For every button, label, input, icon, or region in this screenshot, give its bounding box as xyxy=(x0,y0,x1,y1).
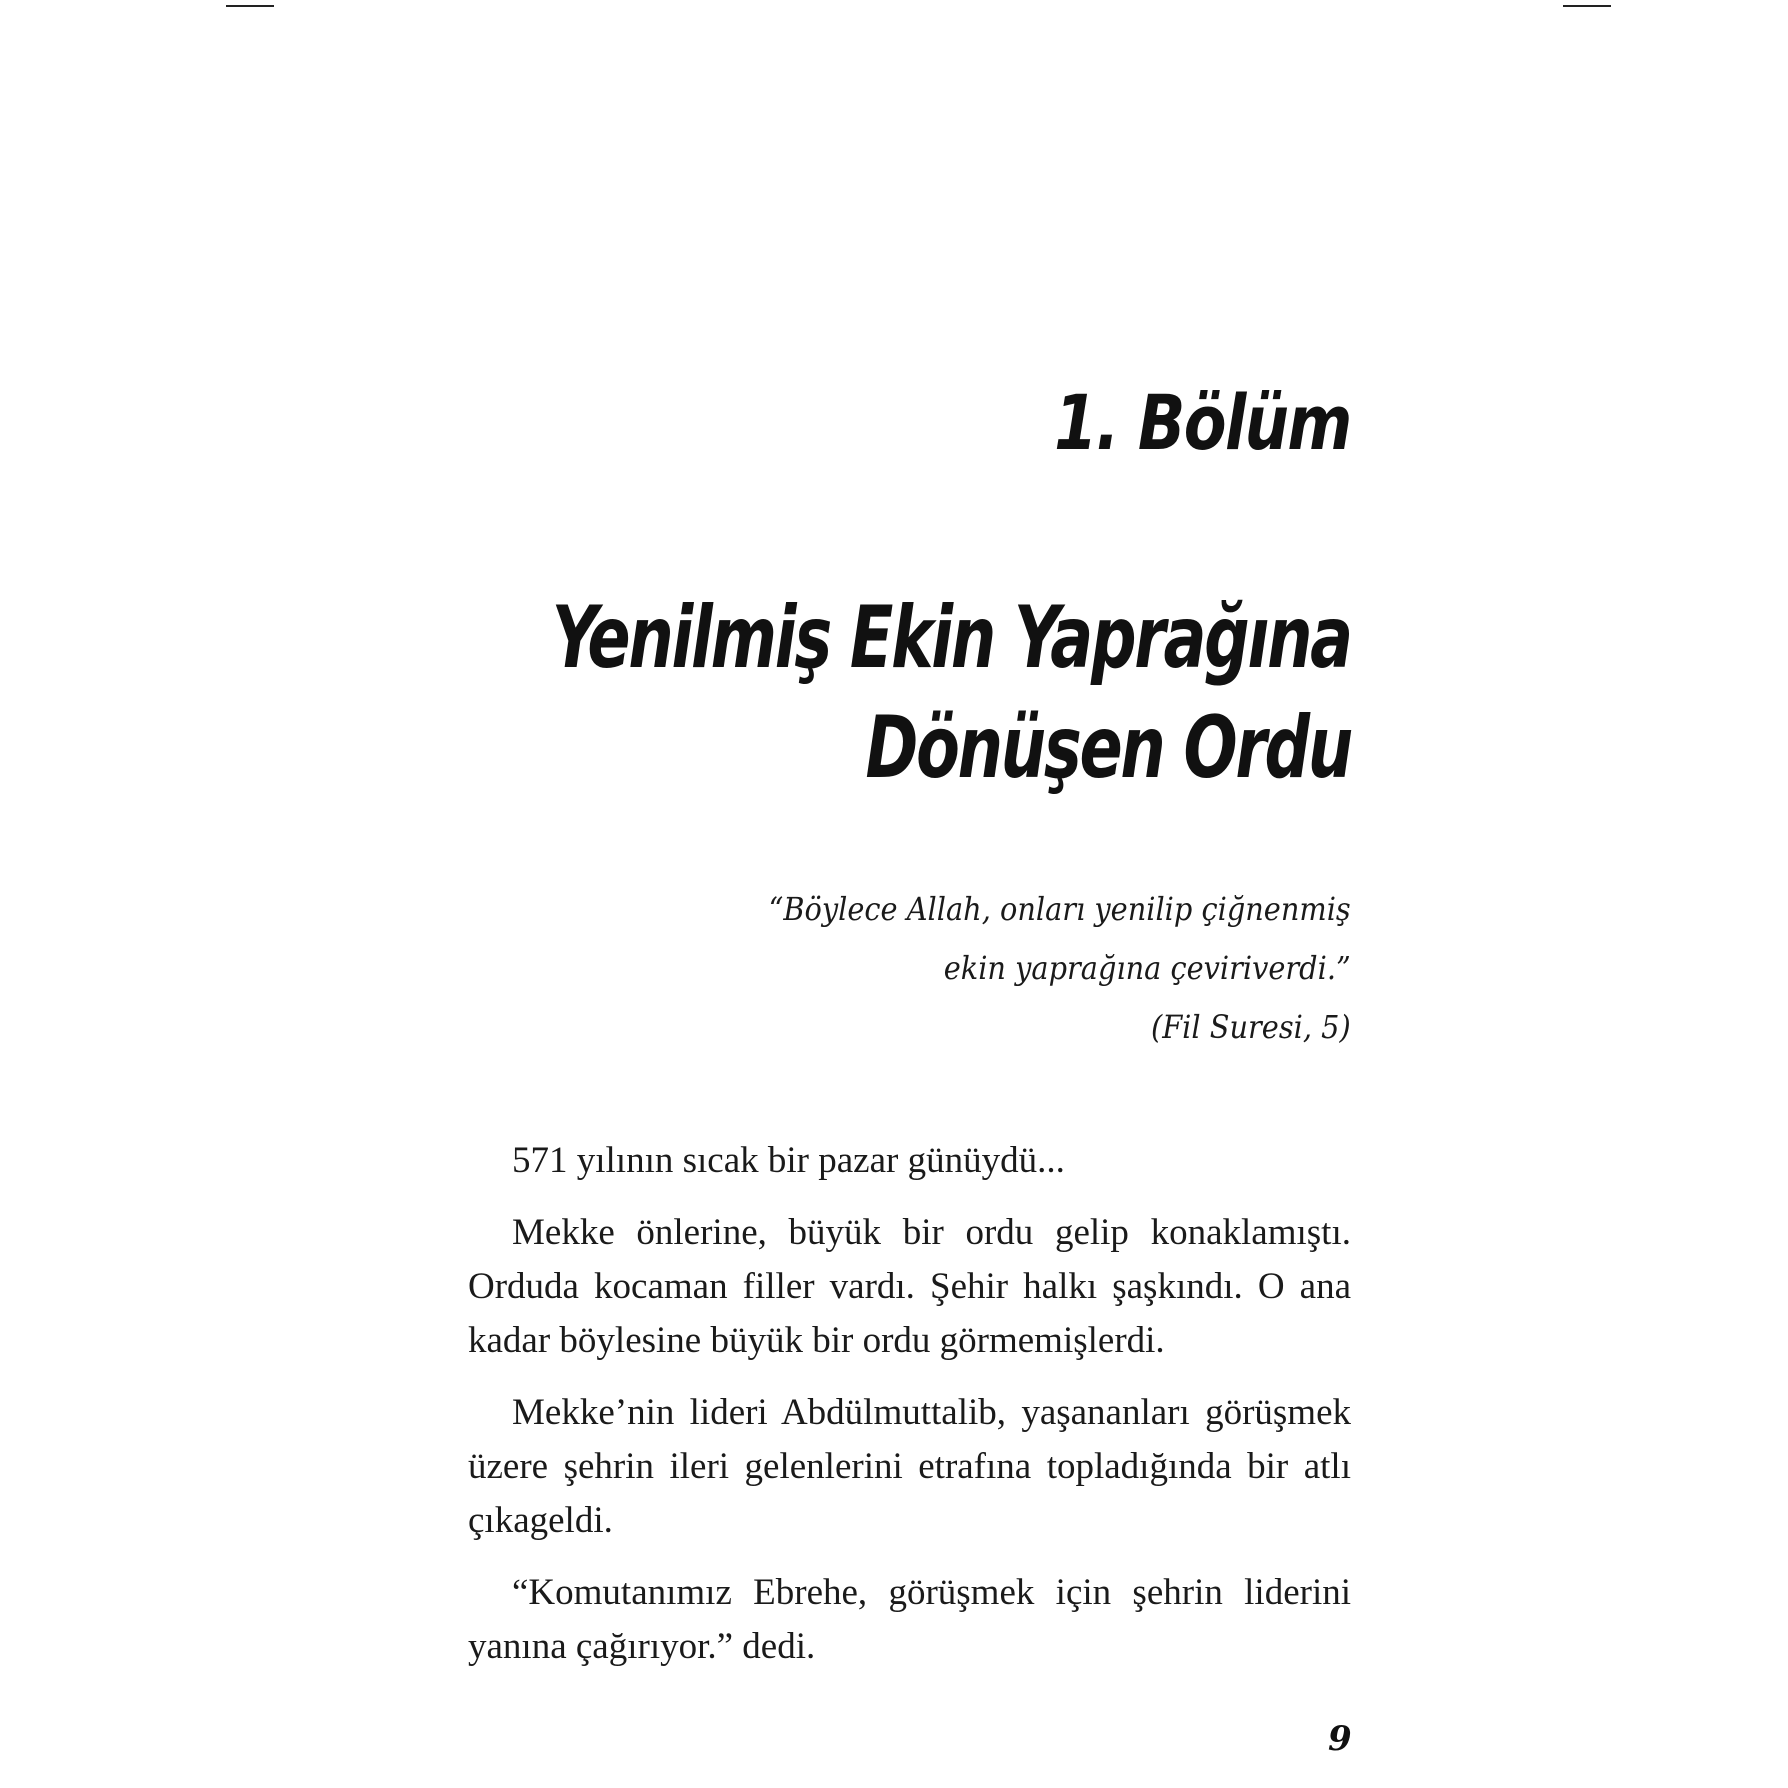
epigraph-line: “Böylece Allah, onları yenilip çiğnenmiş xyxy=(768,890,1351,928)
paragraph: Mekke önlerine, büyük bir ordu gelip konaklamıştı. Orduda kocaman filler vardı. Şehir halkı şaşkındı. O ana kadar böylesine büyük bir ordu görmemişlerdi. xyxy=(468,1212,1351,1361)
epigraph xyxy=(769,880,1351,1057)
chapter-title-line: Yenilmiş Ekin Yaprağına xyxy=(551,588,1351,688)
epigraph-source: (Fil Suresi, 5) xyxy=(1151,1008,1351,1046)
chapter-number: 1. Bölüm xyxy=(1054,378,1351,467)
paragraph: 571 yılının sıcak bir pazar günüydü... xyxy=(512,1140,1065,1181)
chapter-title xyxy=(552,583,1351,803)
paragraph: “Komutanımız Ebrehe, görüşmek için şehrin liderini yanına çağırıyor.” dedi. xyxy=(468,1572,1351,1667)
crop-mark-left xyxy=(226,5,274,7)
chapter-title-line: Dönüşen Ordu xyxy=(865,698,1351,798)
epigraph-line: ekin yaprağına çeviriverdi.” xyxy=(944,949,1351,987)
body-text xyxy=(468,1134,1351,1692)
paragraph: Mekke’nin lideri Abdülmuttalib, yaşananları görüşmek üzere şehrin ileri gelenlerini etrafına topladığında bir atlı çıkageldi. xyxy=(468,1392,1351,1541)
page-number: 9 xyxy=(1328,1719,1352,1759)
crop-mark-right xyxy=(1563,5,1611,7)
